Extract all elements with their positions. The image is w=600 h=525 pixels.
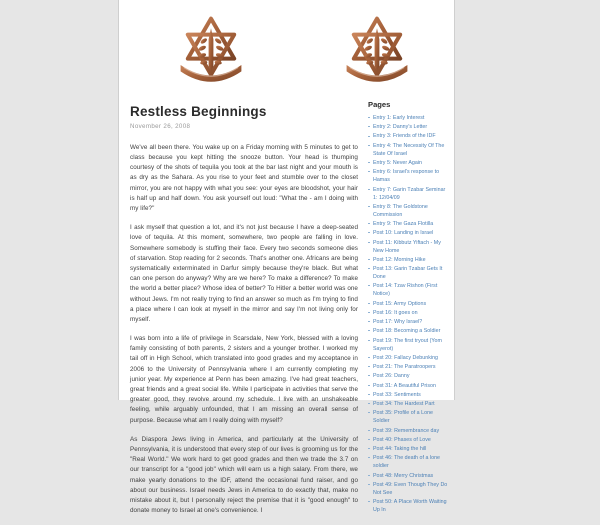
sidebar-page-link[interactable]: Entry 8: The Goldstone Commission — [368, 203, 450, 219]
sidebar-page-link[interactable]: Post 50: A Place Worth Waiting Up In — [368, 498, 450, 514]
idf-emblem — [336, 9, 418, 89]
sidebar-page-link[interactable]: Entry 6: Israel's response to Hamas — [368, 168, 450, 184]
sidebar-page-link[interactable]: Post 34: The Hardest Part — [368, 400, 450, 408]
sidebar-page-link[interactable]: Entry 1: Early Interest — [368, 114, 450, 122]
sidebar-page-link[interactable]: Post 46: The death of a lone soldier — [368, 454, 450, 470]
sidebar-page-link[interactable]: Entry 7: Garin Tzabar Seminar 1: 12/04/09 — [368, 186, 450, 202]
sidebar-page-link[interactable]: Post 13: Garin Tzabar Gets It Done — [368, 265, 450, 281]
sidebar-page-link[interactable]: Post 11: Kibbutz Yiftach - My New Home — [368, 239, 450, 255]
sidebar-page-link[interactable]: Post 20: Fallacy Debunking — [368, 354, 450, 362]
post-date: November 26, 2008 — [130, 122, 191, 130]
sidebar-page-link[interactable]: Entry 4: The Necessity Of The State Of Israel — [368, 142, 450, 158]
sidebar-page-link[interactable]: Post 33: Sentiments — [368, 391, 450, 399]
sidebar-page-link[interactable]: Post 31: A Beautiful Prison — [368, 382, 450, 390]
sidebar-page-link[interactable]: Post 48: Merry Christmas — [368, 472, 450, 480]
sidebar-page-link[interactable]: Post 19: The first tryout (Yom Sayerot) — [368, 337, 450, 353]
sidebar-page-list — [368, 114, 450, 514]
sidebar-page-link[interactable]: Entry 9: The Gaza Flotilla — [368, 220, 450, 228]
page-title: Restless Beginnings — [130, 104, 267, 119]
sidebar-page-link[interactable]: Post 17: Why Israel? — [368, 318, 450, 326]
sidebar-page-link[interactable]: Post 26: Danny — [368, 372, 450, 380]
sidebar-page-link[interactable]: Post 35: Profile of a Lone Soldier — [368, 409, 450, 425]
sidebar-page-link[interactable]: Post 15: Army Options — [368, 300, 450, 308]
sidebar-page-link[interactable]: Entry 3: Friends of the IDF — [368, 132, 450, 140]
sidebar-page-link[interactable]: Post 49: Even Though They Do Not See — [368, 481, 450, 497]
sidebar-page-link[interactable]: Post 10: Landing in Israel — [368, 229, 450, 237]
sidebar — [368, 100, 450, 515]
post-paragraph: As Diaspora Jews living in America, and particularly at the University of Pennsylvania, it is understood that every step of our lives is grooming us for the "Real World." We work hard to get good grades and then we trade the 3.7 on our transcript for a "good job" which will earn us a high salary. From there, we make yearly donations to the IDF, attend the occasional fund raiser, and go about our business. Israel needs Jews in America to do exactly that, make no mistake about it, but I personally reject the premise that it is "good enough" to donate money to Israel at one's convenience. I — [130, 435, 358, 515]
sidebar-page-link[interactable]: Post 40: Phases of Love — [368, 436, 450, 444]
sidebar-heading: Pages — [368, 100, 391, 109]
idf-emblem — [170, 9, 252, 89]
sidebar-page-link[interactable]: Post 21: The Paratroopers — [368, 363, 450, 371]
post-paragraph: We've all been there. You wake up on a Friday morning with 5 minutes to get to class because you kept hitting the snooze button. Your head is thumping courtesy of the shots of tequila you took at the bar last night and your mouth is as dry as the Sahara. As you rise to your feet and stumble over to the closet mirror, you are not happy with what you see: your eyes are bloodshot, your hair is half up and half down. You ask yourself out loud: "What the - am I doing with my life?" — [130, 143, 358, 212]
site-header — [118, 0, 455, 96]
sidebar-page-link[interactable]: Post 14: Tzav Rishon (First Notice) — [368, 282, 450, 298]
sidebar-page-link[interactable]: Entry 5: Never Again — [368, 159, 450, 167]
sidebar-page-link[interactable]: Post 18: Becoming a Soldier — [368, 327, 450, 335]
sidebar-page-link[interactable]: Post 39: Remembrance day — [368, 427, 450, 435]
sidebar-page-link[interactable]: Post 16: It goes on — [368, 309, 450, 317]
article-column — [130, 96, 358, 525]
post-paragraph: I ask myself that question a lot, and it's not just because I have a deep-seated love of tequila. At this moment, somewhere, two people are falling in love. Somewhere somebody is stuffing their face. Every two seconds someone dies of starvation. Stop reading for 2 seconds. That's another one. Africans are being systematically exterminated in Darfur simply because they're black. But what can one person do anyway? Why are we here? To make a difference? To make the world a better place? Whose idea of better? To Hitler a better world was one without Jews. I'm not really trying to find an answer so much as I'm trying to find a place where I can look at myself in the mirror and say I'm not living only for myself. — [130, 224, 358, 323]
post-paragraph: I was born into a life of privilege in Scarsdale, New York, blessed with a loving family consisting of both parents, 2 sisters and a younger brother. I worked my tail off in High School, which translated into good grades and my acceptance in 2006 to the University of Pennsylvania where I am currently completing my junior year. My experience at Penn has been amazing. I've had great teachers, great friends and a great social life. While I participate in activities that serve the greater good, they revolve around my schedule. I live with an unshakeable feeling, while arguably unfounded, that I am missing an overall sense of purpose. Because what am I really doing with myself? — [130, 335, 358, 424]
sidebar-page-link[interactable]: Post 12: Morning Hike — [368, 256, 450, 264]
sidebar-page-link[interactable]: Entry 2: Danny's Letter — [368, 123, 450, 131]
sidebar-page-link[interactable]: Post 44: Taking the hill — [368, 445, 450, 453]
